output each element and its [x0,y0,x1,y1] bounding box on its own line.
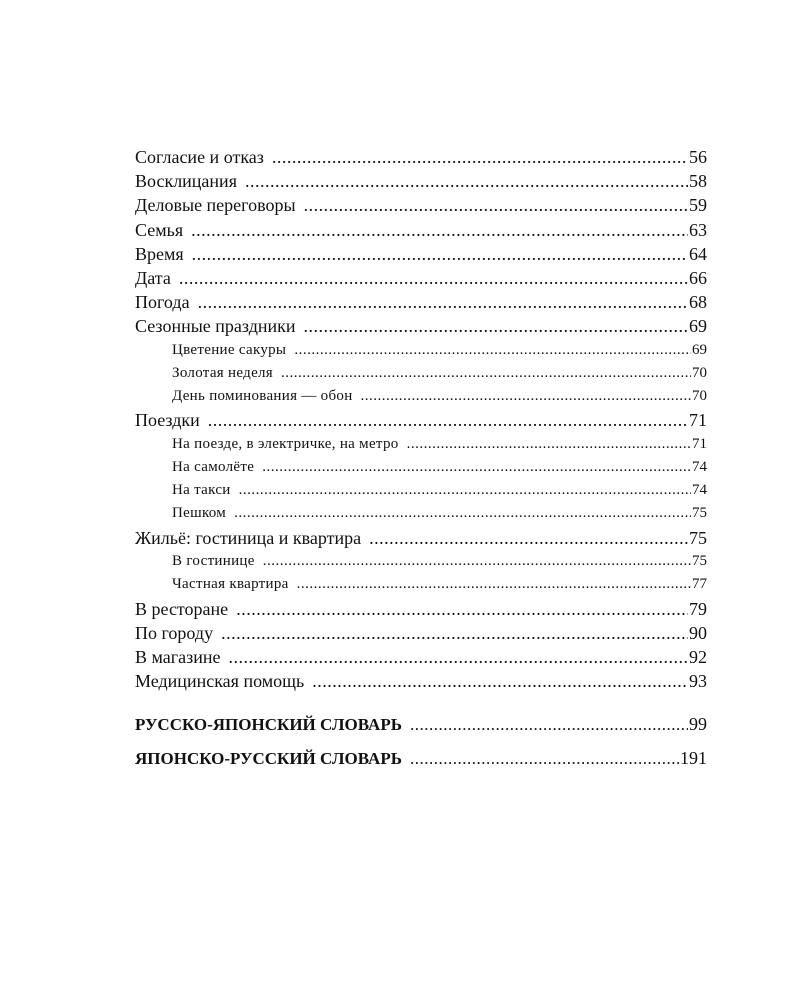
toc-entry-page: 79 [689,598,707,619]
toc-dictionary-section[interactable] [135,707,707,741]
toc-entry-page: 75 [692,552,707,569]
toc-entry[interactable] [135,169,707,193]
toc-entry-page: 71 [689,410,707,431]
toc-entry-title: По городу [135,622,214,643]
toc-entry-title: На самолёте [172,458,255,475]
toc-sections [135,707,707,775]
toc-entry[interactable] [135,266,707,290]
toc-subentry[interactable] [135,339,707,362]
toc-entry-title: Медицинская помощь [135,671,305,692]
toc-entry-title: Семья [135,219,184,240]
toc-entry-page: 56 [689,147,707,167]
dot-leader [294,339,691,362]
toc-entry-title: Пешком [172,505,227,522]
dot-leader [281,362,691,385]
dot-leader [304,314,689,338]
toc-entry-title: День поминования — обон [172,388,353,405]
toc-entry[interactable] [135,597,707,621]
dot-leader [312,669,688,693]
dot-leader [236,597,688,621]
toc-subentry[interactable] [135,385,707,408]
toc-entry-page: 99 [689,714,707,735]
dot-leader [192,242,688,266]
dot-leader [221,621,688,645]
toc-entry[interactable] [135,290,707,314]
dot-leader [229,645,689,669]
toc-entry-page: 58 [689,171,707,192]
dot-leader [410,708,688,742]
toc-entry-page: 71 [692,435,707,452]
toc-entry[interactable] [135,145,707,169]
dot-leader [239,479,691,502]
toc-entry-title: Время [135,243,184,264]
toc-entry-page: 75 [689,527,707,548]
toc-entry-page: 92 [689,646,707,667]
toc-entry-title: В ресторане [135,598,229,619]
toc-entry[interactable] [135,526,707,550]
toc-entry-title: Цветение сакуры [172,341,287,358]
toc-entry-title: РУССКО-ЯПОНСКИЙ СЛОВАРЬ [135,715,402,735]
toc-entry-page: 90 [689,622,707,643]
toc-entry-title: В магазине [135,646,221,667]
toc-subentry[interactable] [135,362,707,385]
dot-leader [262,456,691,479]
toc-entry[interactable] [135,669,707,693]
toc-subentry[interactable] [135,456,707,479]
toc-entry-page: 70 [692,388,707,405]
toc-entry[interactable] [135,218,707,242]
section-gap [135,693,707,707]
toc-entries [135,145,707,693]
toc-subentry[interactable] [135,550,707,573]
toc-entry[interactable] [135,645,707,669]
dot-leader [410,742,679,776]
toc-entry-title: Частная квартира [172,576,289,593]
dot-leader [179,266,688,290]
toc-entry-page: 191 [680,748,707,769]
toc-entry-title: Дата [135,267,171,288]
toc-entry-title: Сезонные праздники [135,316,296,337]
toc-entry[interactable] [135,314,707,338]
toc-entry-title: Жильё: гостиница и квартира [135,527,362,548]
toc-entry-title: Золотая неделя [172,364,274,381]
dot-leader [208,408,688,432]
toc-entry-page: 74 [692,482,707,499]
dot-leader [234,502,691,525]
toc-subentry[interactable] [135,433,707,456]
toc-entry-title: Деловые переговоры [135,195,296,216]
toc-entry-page: 77 [692,576,707,593]
toc-entry-page: 70 [692,364,707,381]
toc-entry-title: В гостинице [172,552,255,569]
table-of-contents [135,145,707,775]
dot-leader [304,193,688,217]
toc-subentry[interactable] [135,502,707,525]
toc-entry-title: На поезде, в электричке, на метро [172,435,399,452]
dot-leader [263,550,691,573]
toc-dictionary-section[interactable] [135,741,707,775]
dot-leader [369,526,688,550]
toc-entry[interactable] [135,193,707,217]
toc-entry-title: Поездки [135,410,200,431]
toc-entry-page: 69 [692,341,707,358]
toc-entry-page: 75 [692,505,707,522]
toc-entry-page: 66 [689,267,707,288]
toc-entry[interactable] [135,242,707,266]
toc-entry[interactable] [135,408,707,432]
dot-leader [245,169,688,193]
toc-entry-title: На такси [172,482,231,499]
toc-entry-page: 63 [689,219,707,240]
dot-leader [407,433,691,456]
dot-leader [272,145,688,169]
toc-entry-page: 93 [689,671,707,692]
toc-subentry[interactable] [135,479,707,502]
toc-entry-page: 64 [689,243,707,264]
dot-leader [361,385,691,408]
toc-entry-page: 68 [689,292,707,313]
toc-entry-page: 69 [689,316,707,337]
toc-entry-page: 74 [692,458,707,475]
dot-leader [198,290,688,314]
toc-entry-title: ЯПОНСКО-РУССКИЙ СЛОВАРЬ [135,749,402,769]
toc-subentry[interactable] [135,573,707,596]
dot-leader [297,573,691,596]
dot-leader [191,218,688,242]
toc-entry-title: Восклицания [135,171,237,192]
toc-entry[interactable] [135,621,707,645]
toc-entry-title: Согласие и отказ [135,147,264,167]
toc-entry-page: 59 [689,195,707,216]
toc-entry-title: Погода [135,292,190,313]
